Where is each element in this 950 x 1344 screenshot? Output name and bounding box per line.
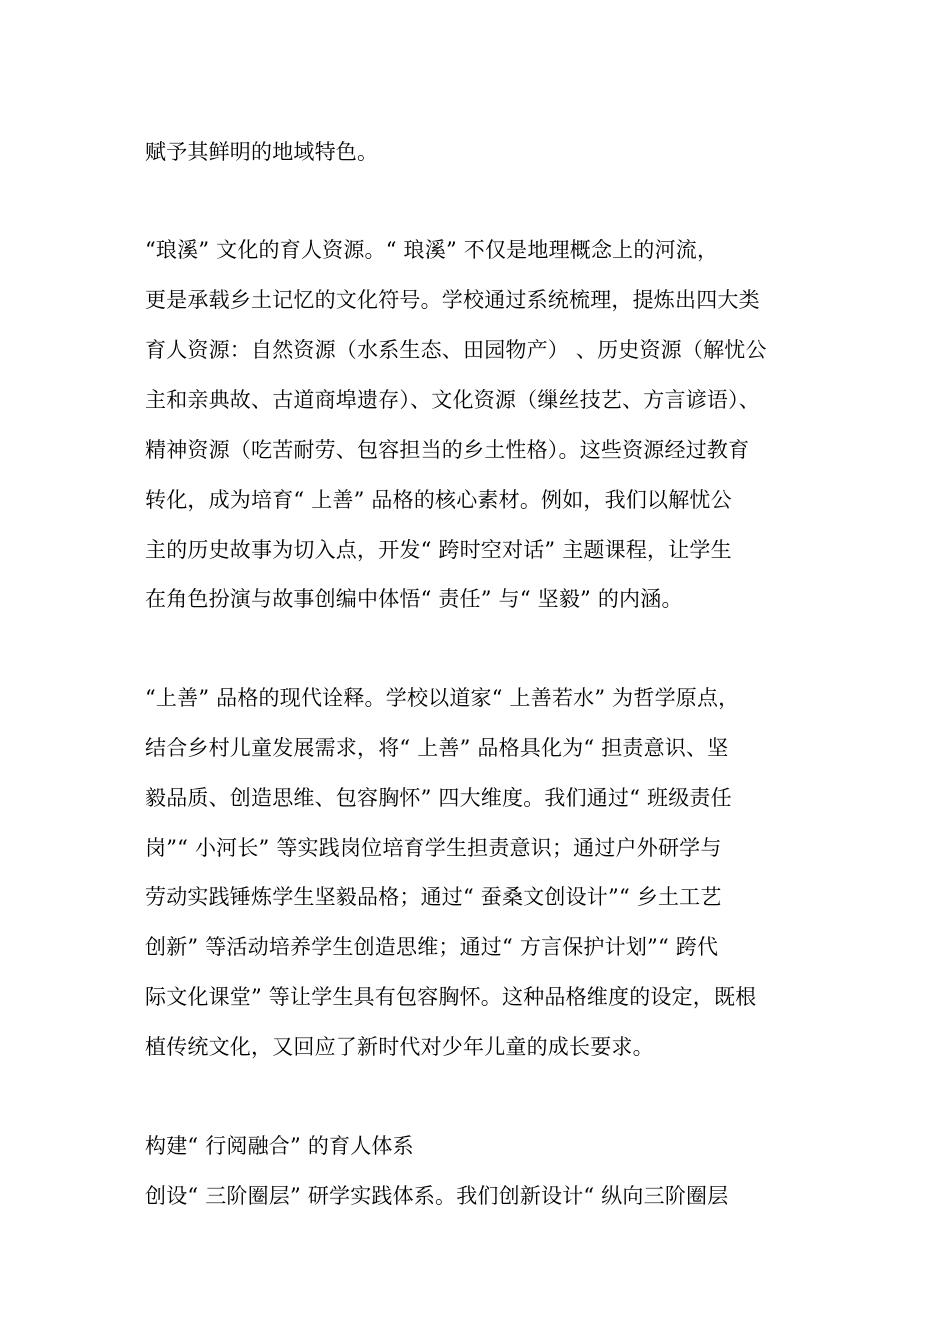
- paragraph-line: 结合乡村儿童发展需求，将“ 上善” 品格具化为“ 担责意识、坚: [145, 736, 729, 760]
- section-heading: 构建“ 行阅融合” 的育人体系: [145, 1134, 414, 1158]
- paragraph-line: 育人资源：自然资源（水系生态、田园物产） 、历史资源（解忧公: [145, 338, 767, 362]
- paragraph-line: 转化，成为培育“ 上善” 品格的核心素材。例如，我们以解忧公: [145, 488, 732, 512]
- paragraph-line: 植传统文化，又回应了新时代对少年儿童的成长要求。: [145, 1035, 654, 1059]
- paragraph-line: 更是承载乡土记忆的文化符号。学校通过系统梳理，提炼出四大类: [145, 288, 760, 312]
- paragraph-line: 创新” 等活动培养学生创造思维；通过“ 方言保护计划”“ 跨代: [145, 935, 719, 959]
- paragraph-line: 岗”“ 小河长” 等实践岗位培育学生担责意识；通过户外研学与: [145, 836, 722, 860]
- paragraph-line: 创设“ 三阶圈层” 研学实践体系。我们创新设计“ 纵向三阶圈层: [145, 1184, 729, 1208]
- paragraph-line: 毅品质、创造思维、包容胸怀” 四大维度。我们通过“ 班级责任: [145, 786, 732, 810]
- paragraph-line: 精神资源（吃苦耐劳、包容担当的乡土性格）。这些资源经过教育: [145, 438, 750, 462]
- paragraph-line: 赋予其鲜明的地域特色。: [145, 140, 379, 164]
- paragraph-line: “琅溪” 文化的育人资源。“ 琅溪” 不仅是地理概念上的河流，: [145, 238, 719, 262]
- paragraph-line: “上善” 品格的现代诠释。学校以道家“ 上善若水” 为哲学原点，: [145, 686, 740, 710]
- paragraph-line: 主的历史故事为切入点，开发“ 跨时空对话” 主题课程，让学生: [145, 538, 732, 562]
- paragraph-line: 劳动实践锤炼学生坚毅品格；通过“ 蚕桑文创设计”“ 乡土工艺: [145, 885, 722, 909]
- paragraph-line: 在角色扮演与故事创编中体悟“ 责任” 与“ 坚毅” 的内涵。: [145, 587, 683, 611]
- paragraph-line: 际文化课堂” 等让学生具有包容胸怀。这种品格维度的设定，既根: [145, 985, 757, 1009]
- paragraph-line: 主和亲典故、古道商埠遗存）、文化资源（缫丝技艺、方言谚语）、: [145, 388, 760, 412]
